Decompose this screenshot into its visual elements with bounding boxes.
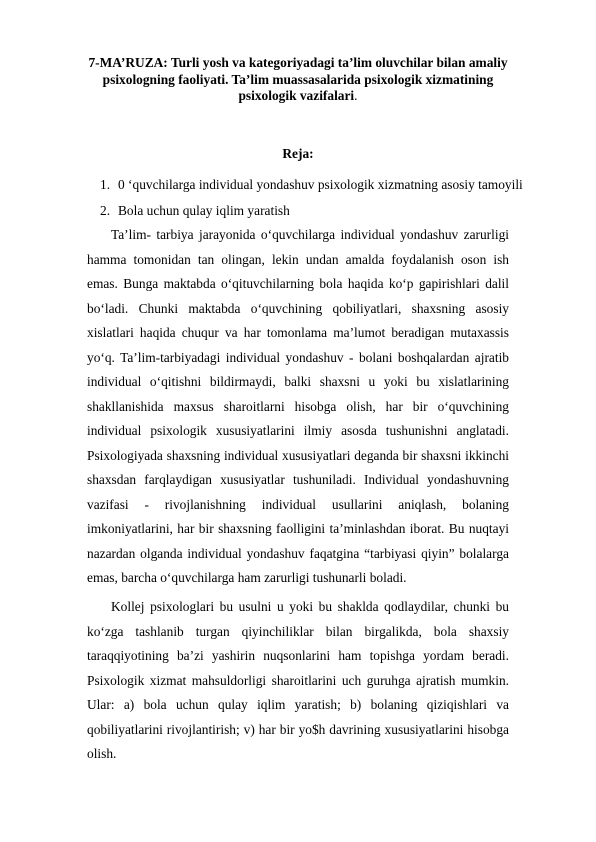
plan-item: [100, 203, 290, 219]
title-line-2: psixologning faoliyati. Ta’lim muassasalarida psixologik xizmatining: [102, 71, 494, 87]
title-line-1: 7-MA’RUZA: Turli yosh va kategoriyadagi ta’lim oluvchilar bilan amaliy: [88, 55, 508, 70]
plan-item-number: 1.: [100, 177, 111, 192]
body-paragraph-1: Ta’lim- tarbiya jarayonida o‘quvchilarga individual yondashuv zarurligi hamma tomonidan tan olingan, lekin undan amalda foydalanish oson ish emas. Bunga maktabda o‘qituvchilarning bola haqida ko‘p gapirishlari dalil bo‘ladi. Chunki maktabda o‘quvchining qobiliyatlari, shaxsning asosiy xislatlari haqida chuqur va har tomonlama ma’lumot beradigan mutaxassis yo‘q. Ta’lim-tarbiyadagi individual yondashuv - bolani boshqalardan ajratib individual o‘qitishni bildirmaydi, balki shaxsni u yoki bu xislatlarining shakllanishida maxsus sharoitlarni hisobga olish, har bir o‘quvchining individual psixologik xususiyatlarini ilmiy asosda tushunishni anglatadi. Psixologiyada shaxsning individual xususiyatlari deganda bir shaxsni ikkinchi shaxsdan farqlaydigan xususiyatlar tushuniladi. Individual yondashuvning vazifasi - rivojlanishning individual usullarini aniqlash, bolaning imkoniyatlarini, har bir shaxsning faolligini ta’minlashdan iborat. Bu nuqtayi nazardan olganda individual yondashuv faqatgina “tarbiyasi qiyin” bolalarga emas, barcha o‘quvchilarga ham zarurligi tushunarli boladi.: [87, 227, 509, 585]
title-trailing-period: .: [354, 88, 358, 103]
plan-item-text: Bola uchun qulay iqlim yaratish: [118, 203, 290, 218]
plan-heading: Reja:: [282, 146, 314, 161]
plan-item: [100, 177, 523, 193]
lecture-title: [80, 55, 516, 105]
title-line-3: [80, 88, 516, 105]
body-paragraph-2: Kollej psixologlari bu usulni u yoki bu shaklda qodlaydilar, chunki bu ko‘zga tashlanib turgan qiyinchiliklar bilan birgalikda, bola shaxsiy taraqqiyotining ba’zi yashirin nuqsonlarini ham topishga yordam beradi. Psixologik xizmat mahsuldorligi sharoitlarini uch guruhga ajratish mumkin. Ular: a) bola uchun qulay iqlim yaratish; b) bolaning qiziqishlari va qobiliyatlarini rivojlantirish; v) har bir yo$h davrining xususiyatlarini hisobga olish.: [87, 599, 509, 761]
title-line-3-text: psixologik vazifalari: [238, 88, 355, 103]
plan-item-number: 2.: [100, 203, 111, 218]
plan-item-text: 0 ‘quvchilarga individual yondashuv psixologik xizmatning asosiy tamoyili: [118, 177, 523, 192]
